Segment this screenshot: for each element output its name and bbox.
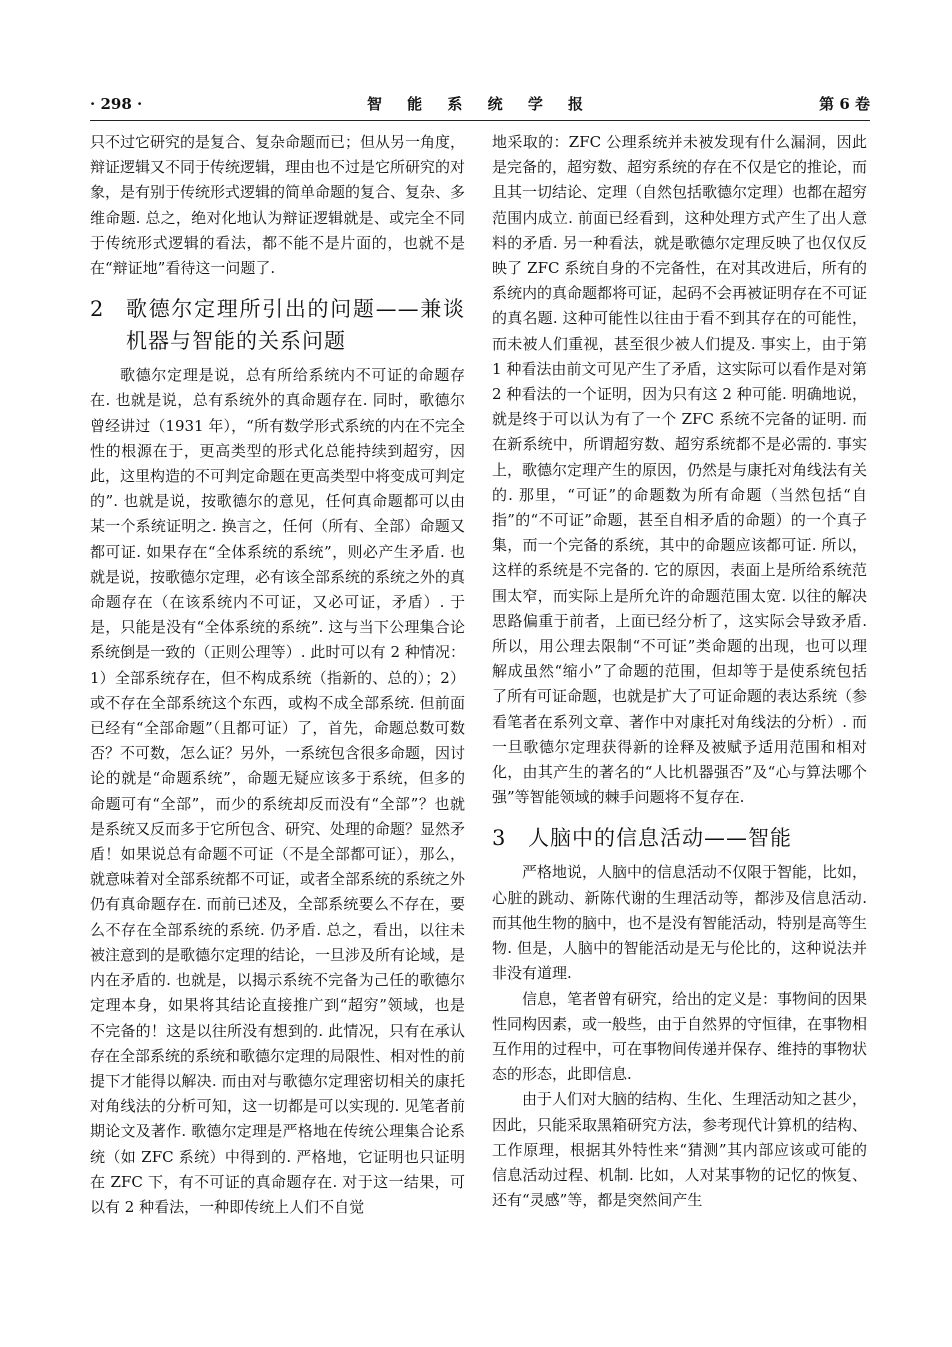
paragraph: 信息，笔者曾有研究，给出的定义是：事物间的因果性同构因素，或一般些，由于自然界的守恒律，在事物相互作用的过程中，可在事物间传递并保存、维持的事物状态的形态，此即信息.: [492, 989, 868, 1084]
paragraph-continued: 地采取的：ZFC 公理系统并未被发现有什么漏洞，因此是完备的，超穷数、超穷系统的存在不仅是它的推论，而且其一切结论、定理（自然包括歌德尔定理）也都在超穷范围内成立. 前面已经看到，这种处理方式产生了出人意料的矛盾. 另一种看法，就是歌德尔定理反映了也仅仅反映了 ZFC 系统自身的不完备性，在对其改进后，所有的系统内的真命题都将可证，起码不会再被证明存在不可证的真名题. 这种可能性以往由于看不到其存在的可能性，而未被人们重视，甚至很少被人们提及. 事实上，由于第 1 种看法由前文可见产生了矛盾，这实际可以看作是对第 2 种看法的一个证明，因为只有这 2 种可能. 明确地说，就是终于可以认为有了一个 ZFC 系统不完备的证明. 而在新系统中，所谓超穷数、超穷系统都不是必需的. 事实上，歌德尔定理产生的原因，仍然是与康托对角线法有关的. 那里，“可证”的命题数为所有命题（当然包括“自指”的“不可证”命题，甚至自相矛盾的命题）的一个真子集，而一个完备的系统，其中的命题应该都可证. 所以，这样的系统是不完备的. 它的原因，表面上是所给系统范围太窄，而实际上是所允许的命题范围太宽. 以往的解决思路偏重于前者，上面已经分析了，这实际会导致矛盾. 所以，用公理去限制“不可证”类命题的出现，也可以理解成虽然“缩小”了命题的范围，但却等于是使系统包括了所有可证命题，也就是扩大了可证命题的表达系统（参看笔者在系列文章、著作中对康托对角线法的分析）. 而一旦歌德尔定理获得新的诠释及被赋予适用范围和相对化，由其产生的著名的“人比机器强否”及“心与算法哪个强”等智能领域的棘手问题将不复存在.: [492, 133, 868, 807]
paragraph-continued: 只不过它研究的是复合、复杂命题而已；但从另一角度，辩证逻辑又不同于传统逻辑，理由也不过是它所研究的对象，是有别于传统形式逻辑的简单命题的复合、复杂、多维命题. 总之，绝对化地认为辩证逻辑就是、或完全不同于传统形式逻辑的看法，都不能不是片面的，也就不是在“辩证地”看待这一问题了.: [90, 133, 466, 278]
left-column: [90, 130, 465, 1220]
section-number: 2: [90, 297, 105, 322]
section-number: 3: [492, 826, 507, 851]
section-title: 人脑中的信息活动——智能: [528, 826, 792, 851]
volume-label: 第 6 卷: [819, 95, 870, 113]
paragraph: 歌德尔定理是说，总有所给系统内不可证的命题存在. 也就是说，总有系统外的真命题存在. 同时，歌德尔曾经讲过（1931 年），“所有数学形式系统的内在不完全性的根源在于，更高类型的形式化总能持续到超穷，因此，这里构造的不可判定命题在更高类型中将变成可判定的”. 也就是说，按歌德尔的意见，任何真命题都可以由某一个系统证明之. 换言之，任何（所有、全部）命题又都可证. 如果存在“全体系统的系统”，则必产生矛盾. 也就是说，按歌德尔定理，必有该全部系统的系统之外的真命题存在（在该系统内不可证，又必可证，矛盾）. 于是，只能是没有“全体系统的系统”. 这与当下公理集合论系统倒是一致的（正则公理等）. 此时可以有 2 种情况：1）全部系统存在，但不构成系统（指新的、总的）；2）或不存在全部系统这个东西，或构不成全部系统. 但前面已经有“全部命题”（且都可证）了，首先，命题总数可数否？不可数，怎么证？另外，一系统包含很多命题，因讨论的就是“命题系统”，命题无疑应该多于系统，但多的命题可有“全部”，而少的系统却反而没有“全部”？也就是系统又反而多于它所包含、研究、处理的命题？显然矛盾！如果说总有命题不可证（不是全部都可证），那么，就意味着对全部系统都不可证，或者全部系统的系统之外仍有真命题存在. 而前已述及，全部系统要么不存在，要么不存在全部系统的系统. 仍矛盾. 总之，看出，以往未被注意到的是歌德尔定理的结论，一旦涉及所有论域，是内在矛盾的. 也就是，以揭示系统不完备为己任的歌德尔定理本身，如果将其结论直接推广到“超穷”领域，也是不完备的！这是以往所没有想到的. 此情况，只有在承认存在全部系统的系统和歌德尔定理的局限性、相对性的前提下才能得以解决. 而由对与歌德尔定理密切相关的康托对角线法的分析可知，这一切都是可以实现的. 见笔者前期论文及著作. 歌德尔定理是严格地在传统公理集合论系统（如 ZFC 系统）中得到的. 严格地，它证明也只证明在 ZFC 下，有不可证的真命题存在. 对于这一结果，可以有 2 种看法，一种即传统上人们不自觉: [90, 366, 466, 1216]
paragraph: 严格地说，人脑中的信息活动不仅限于智能，比如，心脏的跳动、新陈代谢的生理活动等，都涉及信息活动. 而其他生物的脑中，也不是没有智能活动，特别是高等生物. 但是，人脑中的智能活动是无与伦比的，这种说法并非没有道理.: [492, 863, 868, 983]
journal-title: 智 能 系 统 学 报: [366, 95, 594, 113]
right-column: [492, 130, 867, 1213]
running-header: [90, 90, 870, 118]
section-heading-3: [492, 822, 867, 854]
page-number: · 298 ·: [90, 95, 143, 113]
header-rule: [90, 120, 870, 121]
paragraph: 由于人们对大脑的结构、生化、生理活动知之甚少，因此，只能采取黑箱研究方法，参考现代计算机的结构、工作原理，根据其外特性来“猜测”其内部应该或可能的信息活动过程、机制. 比如，人对某事物的记忆的恢复、还有“灵感”等，都是突然间产生: [492, 1090, 868, 1210]
section-title: 歌德尔定理所引出的问题——兼谈机器与智能的关系问题: [126, 297, 465, 354]
section-heading-2: [90, 293, 465, 357]
